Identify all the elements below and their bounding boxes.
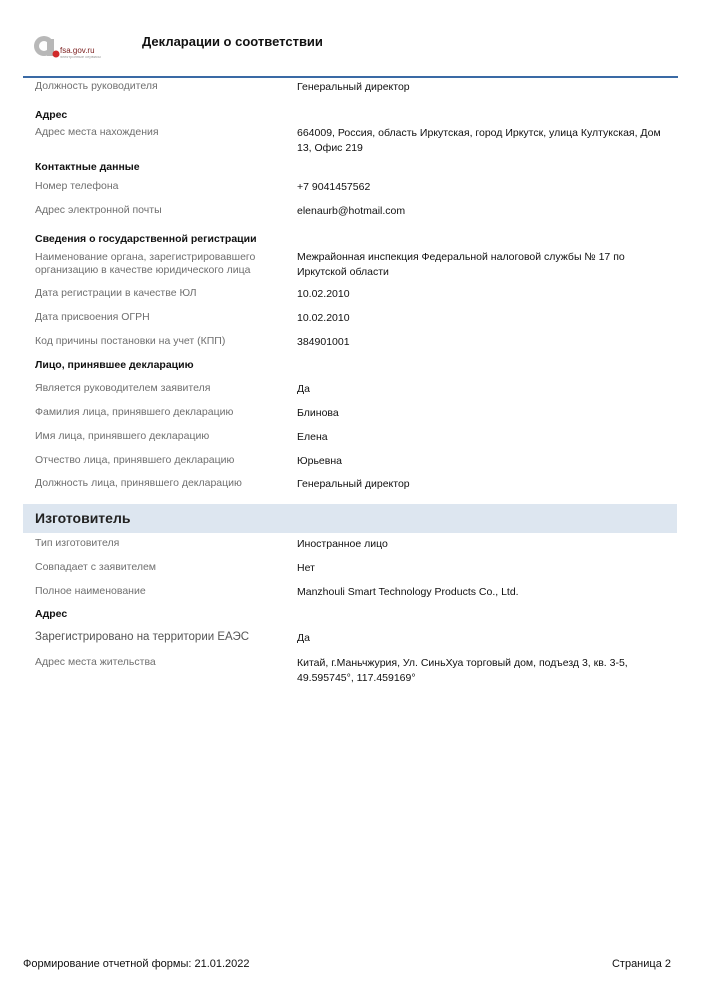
- section-title: Изготовитель: [35, 510, 131, 526]
- field-label: Наименование органа, зарегистрировавшего организацию в качестве юридического лица: [35, 251, 256, 276]
- field-label: Имя лица, принявшего декларацию: [35, 430, 210, 442]
- field-value: Межрайонная инспекция Федеральной налоговой службы № 17 по Иркутской области: [297, 251, 625, 278]
- field-value: Генеральный директор: [297, 478, 410, 490]
- field-value: 664009, Россия, область Иркутская, город Иркутск, улица Култукская, Дом 13, Офис 219: [297, 127, 661, 154]
- field-label: Полное наименование: [35, 585, 146, 597]
- field-label: Должность руководителя: [35, 80, 158, 92]
- field-label: Адрес места жительства: [35, 656, 156, 668]
- group-title-declarant-person: Лицо, принявшее декларацию: [35, 359, 194, 371]
- field-label: Фамилия лица, принявшего декларацию: [35, 406, 234, 418]
- field-label: Должность лица, принявшего декларацию: [35, 477, 242, 489]
- field-value: elenaurb@hotmail.com: [297, 205, 406, 217]
- fsa-logo: [32, 30, 122, 65]
- group-title-state-registration: Сведения о государственной регистрации: [35, 233, 257, 245]
- group-title-contacts: Контактные данные: [35, 161, 140, 173]
- page-number: Страница 2: [611, 958, 671, 970]
- field-label: Совпадает с заявителем: [35, 561, 157, 573]
- field-label: Зарегистрировано на территории ЕАЭС: [35, 631, 250, 643]
- field-value: 384901001: [297, 336, 350, 348]
- field-value: Блинова: [297, 407, 339, 419]
- field-value: Нет: [297, 562, 315, 574]
- field-value: 10.02.2010: [297, 312, 350, 324]
- report-generation-date: Формирование отчетной формы: 21.01.2022: [23, 958, 250, 970]
- group-title-manufacturer-address: Адрес: [35, 608, 68, 620]
- field-label: Адрес электронной почты: [35, 204, 162, 216]
- field-value: Да: [297, 632, 310, 644]
- field-value: Елена: [297, 431, 328, 443]
- field-label: Дата присвоения ОГРН: [35, 311, 150, 323]
- logo-subtext: электронные сервисы: [60, 54, 101, 59]
- header-divider: [23, 76, 678, 78]
- field-value: Китай, г.Маньчжурия, Ул. СиньХуа торговый дом, подъезд 3, кв. 3-5, 49.595745°, 117.459169°: [297, 657, 628, 684]
- logo-text: fsa.gov.ru: [60, 46, 95, 55]
- field-label: Номер телефона: [35, 180, 119, 192]
- field-label: Код причины постановки на учет (КПП): [35, 335, 226, 347]
- section-header-manufacturer: [23, 504, 677, 533]
- field-value: Manzhouli Smart Technology Products Co., Ltd.: [297, 586, 519, 598]
- field-label: Является руководителем заявителя: [35, 382, 211, 394]
- field-value: Да: [297, 383, 310, 395]
- field-label: Тип изготовителя: [35, 537, 120, 549]
- field-value: Генеральный директор: [297, 81, 410, 93]
- page-header: [0, 0, 707, 80]
- group-title-address: Адрес: [35, 109, 68, 121]
- field-label: Адрес места нахождения: [35, 126, 159, 138]
- page-title: Декларации о соответствии: [142, 34, 323, 49]
- field-label: Дата регистрации в качестве ЮЛ: [35, 287, 197, 299]
- fsa-logo-icon: [32, 30, 62, 60]
- field-value: 10.02.2010: [297, 288, 350, 300]
- field-value: Юрьевна: [297, 455, 342, 467]
- field-value: Иностранное лицо: [297, 538, 388, 550]
- field-value: +7 9041457562: [297, 181, 371, 193]
- field-label: Отчество лица, принявшего декларацию: [35, 454, 235, 466]
